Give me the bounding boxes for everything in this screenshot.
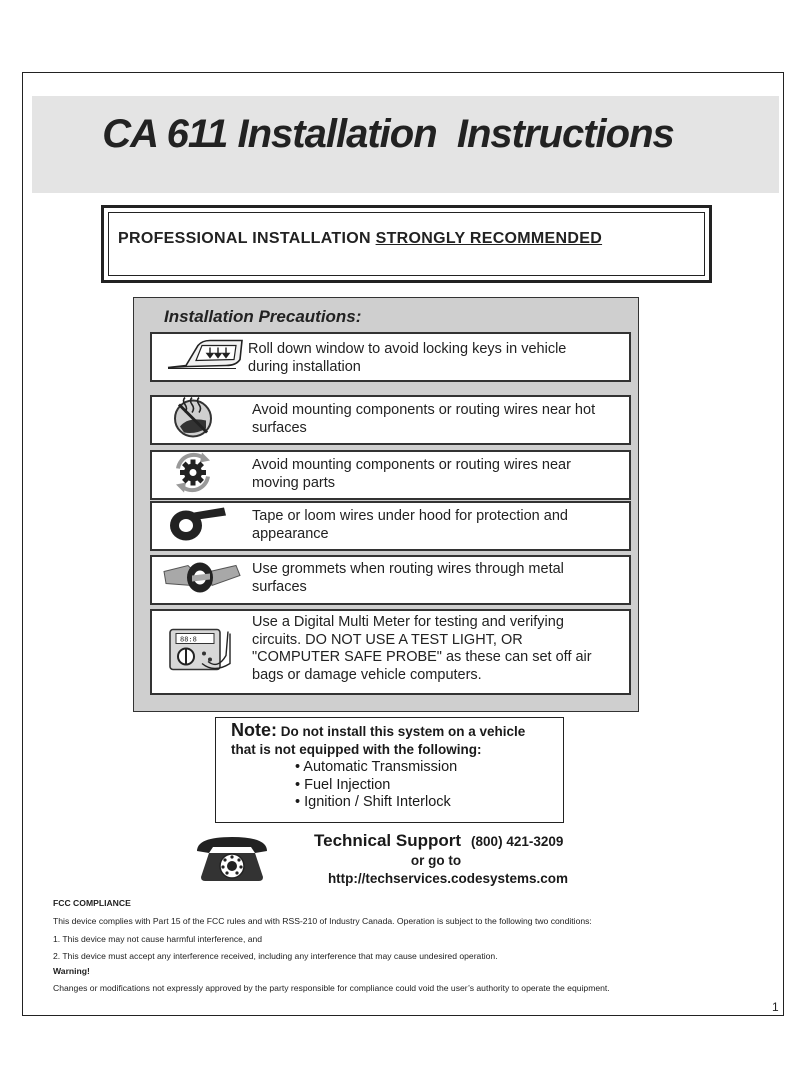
tape-roll-icon (168, 504, 230, 549)
car-window-icon (166, 338, 246, 377)
professional-installation-text: PROFESSIONAL INSTALLATION STRONGLY RECOMMENDED (118, 230, 603, 247)
support-phone: (800) 421-3209 (471, 834, 564, 849)
strongly-recommended: STRONGLY RECOMMENDED (375, 230, 603, 247)
note-label: Note: (231, 720, 277, 740)
multimeter-icon (168, 628, 232, 677)
moving-parts-icon (170, 451, 216, 500)
hot-surface-icon (170, 397, 216, 444)
svg-text:88:8: 88:8 (180, 635, 197, 644)
telephone-icon (193, 833, 271, 888)
precaution-item-tape-wires: Tape or loom wires under hood for protection and appearance (150, 501, 631, 551)
fcc-warning-label: Warning! (53, 966, 90, 976)
professional-installation-box (101, 205, 712, 283)
page-title: CA 611 Installation Instructions (102, 112, 674, 156)
technical-support-title: Technical Support (800) 421-3209 (314, 831, 564, 850)
list-item: • Ignition / Shift Interlock (295, 794, 451, 810)
precautions-heading: Installation Precautions: (164, 307, 362, 326)
precaution-item-hot-surfaces: Avoid mounting components or routing wires near hot surfaces (150, 395, 631, 445)
precaution-item-roll-window: Roll down window to avoid locking keys in vehicle during installation (150, 332, 631, 382)
fcc-line2: 1. This device may not cause harmful interference, and (53, 934, 263, 944)
grommet-icon (162, 560, 242, 601)
note-box: Note: Do not install this system on a vehicle that is not equipped with the following: • Automatic Transmission • Fuel Injection • Ignition / Shift Interlock (215, 717, 564, 823)
fcc-line3: 2. This device must accept any interference received, including any interference that may cause undesired operation. (53, 951, 498, 961)
precaution-item-moving-parts: Avoid mounting components or routing wires near moving parts (150, 450, 631, 500)
page-number: 1 (772, 1000, 779, 1014)
note-requirements-list (295, 759, 457, 812)
precaution-item-multimeter: 88:8 Use a Digital Multi Meter for testing and verifying circuits. DO NOT USE A TEST LIGHT, OR "COMPUTER SAFE PROBE" as these can set off air bags or damage vehicle computers. (150, 609, 631, 695)
fcc-heading: FCC COMPLIANCE (53, 898, 131, 908)
list-item: • Automatic Transmission (295, 759, 458, 775)
precaution-item-grommets: Use grommets when routing wires through metal surfaces (150, 555, 631, 605)
list-item: • Fuel Injection (295, 776, 391, 793)
fcc-line1: This device complies with Part 15 of the FCC rules and with RSS-210 of Industry Canada. Operation is subject to the following two conditions: (53, 916, 592, 926)
support-url[interactable]: http://techservices.codesystems.com (327, 871, 569, 886)
fcc-warning-text: Changes or modifications not expressly approved by the party responsible for compliance could void the user’s authority to operate the equipment. (53, 983, 610, 993)
support-goto: or go to (410, 853, 462, 868)
